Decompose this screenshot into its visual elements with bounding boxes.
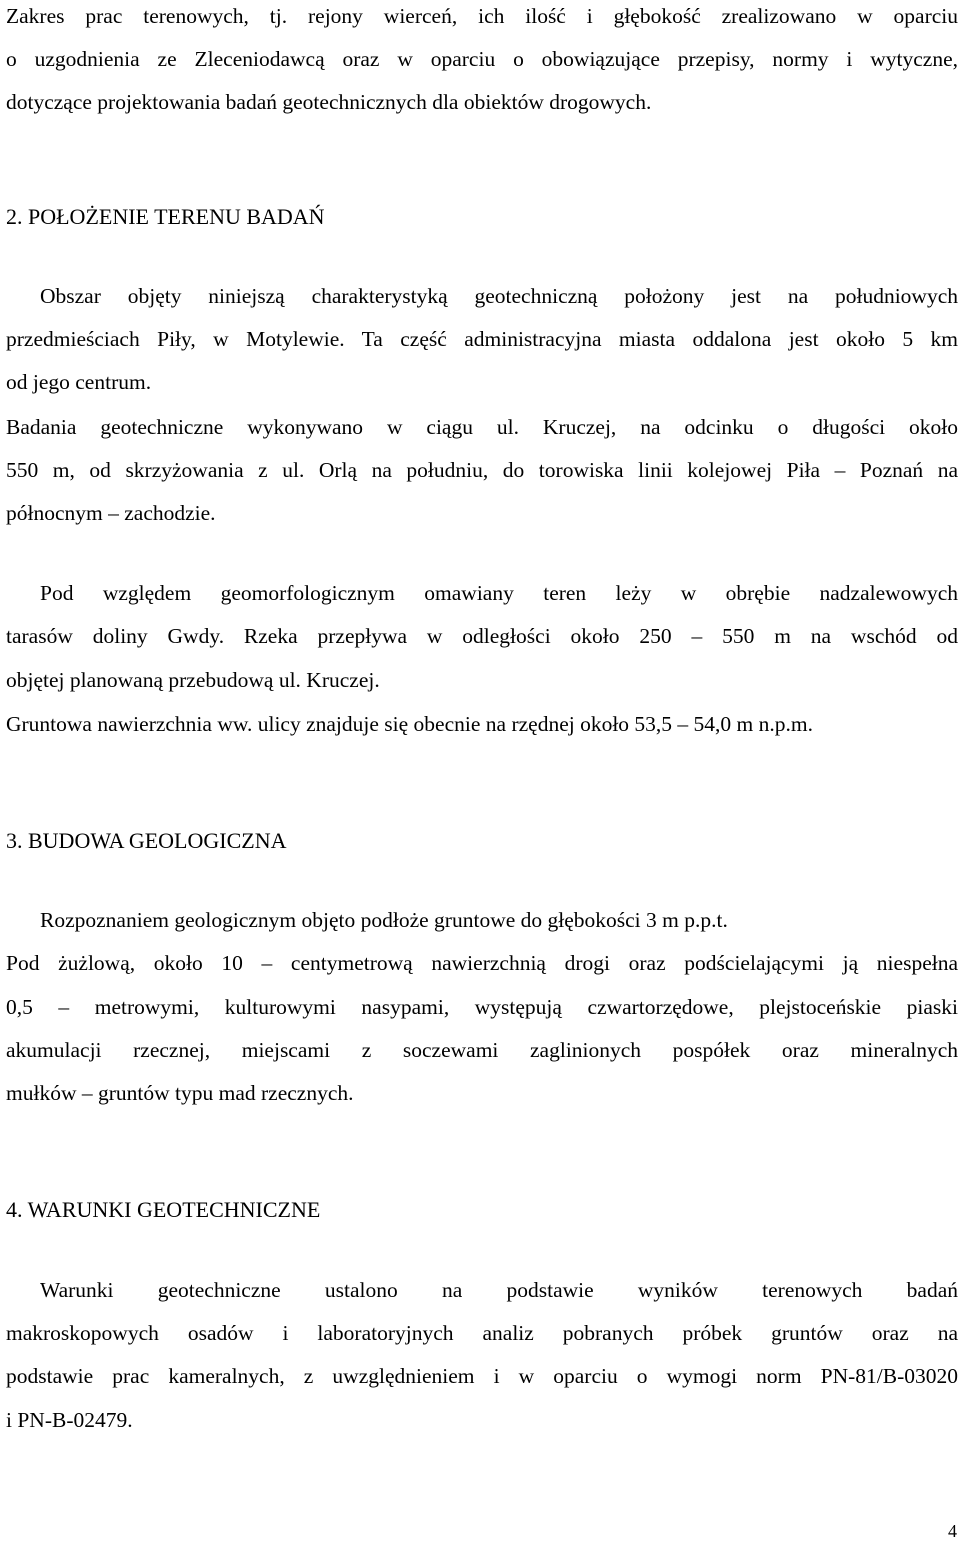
section-3-heading: 3. BUDOWA GEOLOGICZNA — [6, 828, 287, 853]
section-4-line-3: podstawie prac kameralnych, z uwzględnieniem i w oparciu o wymogi norm PN-81/B-03020 — [6, 1364, 958, 1388]
section-3-line-1: Rozpoznaniem geologicznym objęto podłoże gruntowe do głębokości 3 m p.p.t. — [40, 908, 728, 932]
section-2-line-5: 550 m, od skrzyżowania z ul. Orlą na południu, do torowiska linii kolejowej Piła – Poznań na — [6, 458, 958, 482]
section-4-line-2: makroskopowych osadów i laboratoryjnych analiz pobranych próbek gruntów oraz na — [6, 1321, 958, 1345]
section-2-line-4: Badania geotechniczne wykonywano w ciągu ul. Kruczej, na odcinku o długości około — [6, 415, 958, 439]
section-4-line-4: i PN-B-02479. — [6, 1408, 133, 1432]
section-2-line-7: Pod względem geomorfologicznym omawiany teren leży w obrębie nadzalewowych — [40, 581, 958, 605]
section-2-line-1: Obszar objęty niniejszą charakterystyką geotechniczną położony jest na południowych — [40, 284, 958, 308]
section-2-line-2: przedmieściach Piły, w Motylewie. Ta część administracyjna miasta oddalona jest około 5 km — [6, 327, 958, 351]
section-4-heading: 4. WARUNKI GEOTECHNICZNE — [6, 1197, 321, 1222]
section-2-line-3: od jego centrum. — [6, 370, 152, 394]
intro-line-1: Zakres prac terenowych, tj. rejony wierceń, ich ilość i głębokość zrealizowano w oparciu — [6, 4, 958, 28]
section-2-heading: 2. POŁOŻENIE TERENU BADAŃ — [6, 204, 325, 229]
section-3-line-2: Pod żużlową, około 10 – centymetrową nawierzchnią drogi oraz podścielającymi ją niespełna — [6, 951, 958, 975]
section-3-line-5: mułków – gruntów typu mad rzecznych. — [6, 1081, 354, 1105]
section-2-line-9: objętej planowaną przebudową ul. Kruczej. — [6, 668, 380, 692]
section-3-line-3: 0,5 – metrowymi, kulturowymi nasypami, występują czwartorzędowe, plejstoceńskie piaski — [6, 995, 958, 1019]
section-2-line-8: tarasów doliny Gwdy. Rzeka przepływa w odległości około 250 – 550 m na wschód od — [6, 624, 958, 648]
section-2-line-6: północnym – zachodzie. — [6, 501, 216, 525]
page-number: 4 — [948, 1521, 957, 1541]
section-4-line-1: Warunki geotechniczne ustalono na podstawie wyników terenowych badań — [40, 1278, 958, 1302]
section-2-line-10: Gruntowa nawierzchnia ww. ulicy znajduje się obecnie na rzędnej około 53,5 – 54,0 m n.p.m. — [6, 712, 814, 736]
intro-line-3: dotyczące projektowania badań geotechnicznych dla obiektów drogowych. — [6, 90, 652, 114]
section-3-line-4: akumulacji rzecznej, miejscami z soczewami zaglinionych pospółek oraz mineralnych — [6, 1038, 958, 1062]
intro-line-2: o uzgodnienia ze Zleceniodawcą oraz w oparciu o obowiązujące przepisy, normy i wytyczne, — [6, 47, 958, 71]
